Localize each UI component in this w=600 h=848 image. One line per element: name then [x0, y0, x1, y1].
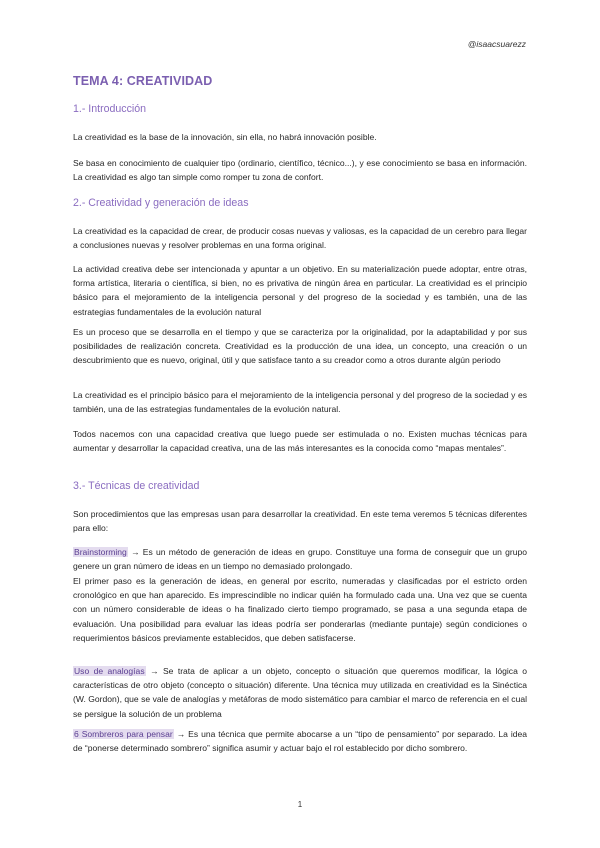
technique-term-highlight: Uso de analogías	[74, 666, 145, 676]
author-handle: @isaacsuarezz	[467, 39, 526, 49]
technique-description: → Es un método de generación de ideas en grupo. Constituye una forma de conseguir que un grupo genere un gran número de ideas en un tiempo no demasiado prolongado.	[73, 547, 527, 572]
technique-term-highlight: Brainstorming	[74, 547, 127, 557]
section-heading-techniques: 3.- Técnicas de creatividad	[73, 480, 200, 492]
paragraph: La creatividad es la capacidad de crear, de producir cosas nuevas y valiosas, es la capacidad de un cerebro para llegar a conclusiones nuevas y resolver problemas en una forma original.	[73, 226, 527, 251]
technique-description: → Es una técnica que permite abocarse a un “tipo de pensamiento” por separado. La idea de “ponerse determinado sombrero” significa asumir y actuar bajo el rol establecido por dicho sombrero.	[73, 729, 527, 754]
paragraph: La creatividad es la base de la innovación, sin ella, no habrá innovación posible.	[73, 132, 377, 142]
paragraph: Son procedimientos que las empresas usan para desarrollar la creatividad. En este tema veremos 5 técnicas diferentes para ello:	[73, 509, 527, 534]
section-heading-intro: 1.- Introducción	[73, 103, 147, 115]
paragraph: Es un proceso que se desarrolla en el tiempo y que se caracteriza por la originalidad, por la adaptabilidad y por sus posibilidades de realización concreta. Creatividad es la producción de una idea, un concepto, una creación o un descubrimiento que es nuevo, original, útil y que satisface tanto a su creador como a otros durante algún periodo	[73, 327, 527, 366]
technique-analogies	[73, 664, 527, 721]
paragraph: El primer paso es la generación de ideas, en general por escrito, numeradas y clasificadas por el estricto orden cronológico en que han aparecido. Es imprescindible no indicar quién ha formulado cada una. Una vez que se cuenta con un número considerable de ideas o ha finalizado cierto tiempo programado, se pasa a una segunda etapa de evaluación. Una posibilidad para evaluar las ideas podría ser ponderarlas (mediante puntaje) según condiciones o requerimientos básicos previamente establecidos, que deben satisfacerse.	[73, 576, 527, 643]
paragraph: La actividad creativa debe ser intencionada y apuntar a un objetivo. En su materialización puede adoptar, entre otras, forma artística, literaria o científica, si bien, no es privativa de ningún área en particular. La creatividad es el principio básico para el mejoramiento de la inteligencia personal y del progreso de la sociedad y es también, una de las estrategias fundamentales de la evolución natural	[73, 264, 527, 317]
technique-term-highlight: 6 Sombreros para pensar	[74, 729, 173, 739]
technique-six-hats	[73, 727, 527, 755]
technique-description: → Se trata de aplicar a un objeto, concepto o situación que queremos modificar, la lógica o características de otro objeto (concepto o situación) diferente. Una técnica muy utilizada en creatividad es la Sinéctica (W. Gordon), que se vale de analogías y metáforas de modo sistemático para cambiar el marco de referencia en el cual se persigue la solución de un problema	[73, 666, 527, 719]
paragraph: La creatividad es el principio básico para el mejoramiento de la inteligencia personal y del progreso de la sociedad y es también, una de las estrategias fundamentales de la evolución natural.	[73, 390, 527, 415]
paragraph: Todos nacemos con una capacidad creativa que luego puede ser estimulada o no. Existen muchas técnicas para aumentar y desarrollar la capacidad creativa, una de las más interesantes es la conocida como “mapas mentales”.	[73, 429, 527, 454]
paragraph: Se basa en conocimiento de cualquier tipo (ordinario, científico, técnico...), y ese conocimiento se basa en información. La creatividad es algo tan simple como romper tu zona de confort.	[73, 158, 527, 183]
document-title: TEMA 4: CREATIVIDAD	[73, 74, 213, 88]
section-heading-creativity: 2.- Creatividad y generación de ideas	[73, 197, 249, 209]
technique-brainstorming	[73, 545, 527, 573]
page-number: 1	[297, 800, 303, 809]
